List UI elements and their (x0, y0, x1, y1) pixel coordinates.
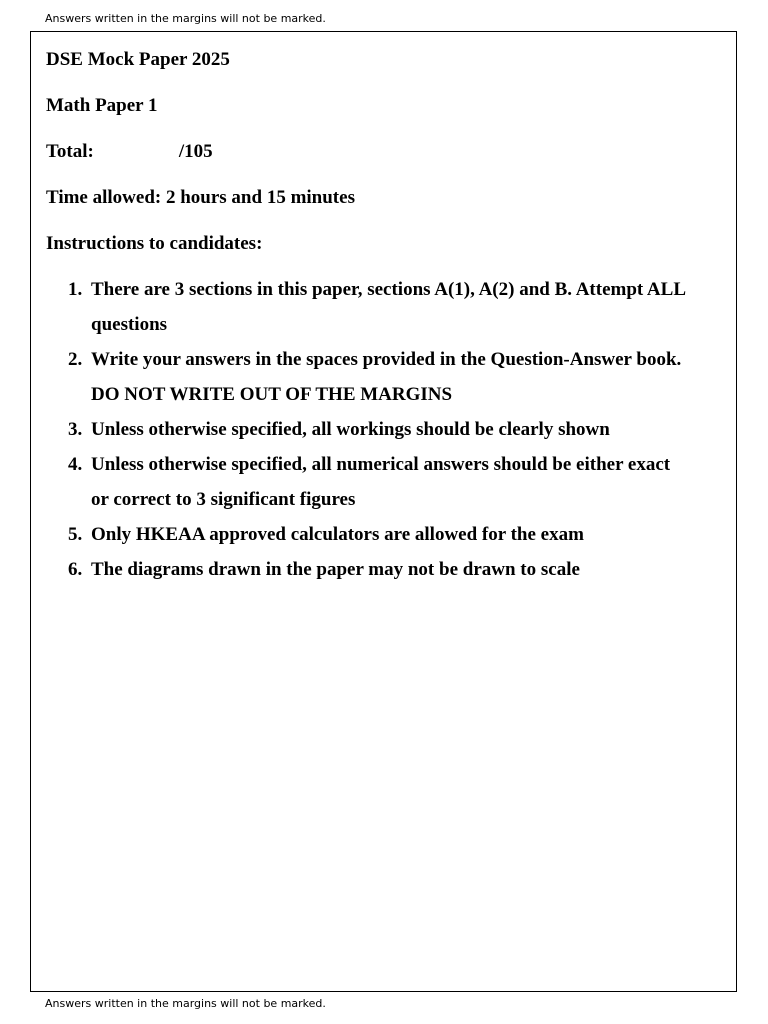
instruction-text: DO NOT WRITE OUT OF THE MARGINS (91, 384, 453, 405)
time-allowed: Time allowed: 2 hours and 15 minutes (46, 187, 355, 208)
instruction-text: Only HKEAA approved calculators are allowed for the exam (91, 524, 584, 545)
instruction-text: The diagrams drawn in the paper may not be drawn to scale (91, 559, 580, 580)
instruction-number: 3. (68, 419, 83, 440)
instruction-text: Unless otherwise specified, all numerical answers should be either exact (91, 454, 671, 475)
instruction-text: Unless otherwise specified, all workings should be clearly shown (91, 419, 610, 440)
instruction-item (46, 342, 724, 412)
instruction-text: or correct to 3 significant figures (91, 489, 356, 510)
paper-subject: Math Paper 1 (46, 95, 158, 116)
instruction-text: There are 3 sections in this paper, sections A(1), A(2) and B. Attempt ALL (91, 279, 687, 300)
instructions-list (46, 272, 724, 587)
total-label: Total: (46, 141, 94, 162)
paper-title: DSE Mock Paper 2025 (46, 49, 230, 70)
instruction-number: 6. (68, 559, 83, 580)
total-score-line (46, 139, 724, 165)
instruction-number: 5. (68, 524, 83, 545)
total-value: /105 (178, 141, 213, 162)
instruction-number: 4. (68, 454, 83, 475)
instruction-text: Write your answers in the spaces provided in the Question-Answer book. (91, 349, 682, 370)
instruction-number: 2. (68, 349, 83, 370)
bottom-margin-note: Answers written in the margins will not be marked. (45, 997, 326, 1010)
instruction-item (46, 272, 724, 342)
cover-content (46, 47, 724, 587)
answer-area-frame (30, 31, 737, 992)
instruction-item (46, 517, 724, 552)
instruction-number: 1. (68, 279, 83, 300)
instruction-text: questions (91, 314, 168, 335)
instruction-item (46, 412, 724, 447)
instruction-item (46, 447, 724, 517)
instructions-heading: Instructions to candidates: (46, 233, 263, 254)
top-margin-note: Answers written in the margins will not be marked. (45, 12, 326, 25)
instruction-item (46, 552, 724, 587)
